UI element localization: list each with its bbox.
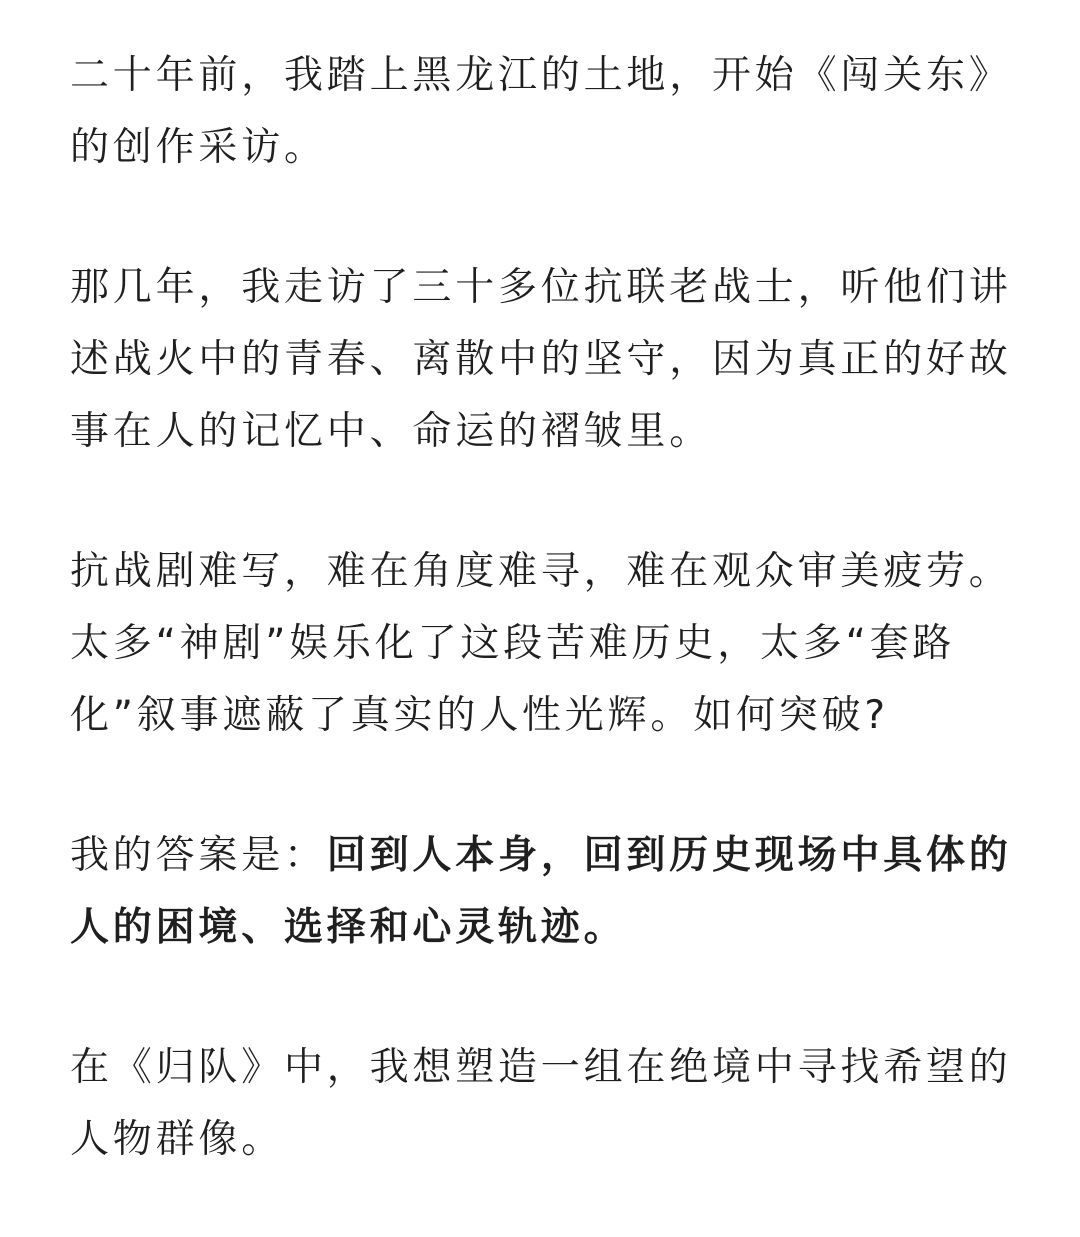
paragraph: [70, 252, 1010, 468]
emphasized-text: 人的困境、选择和心灵轨迹。: [70, 905, 627, 950]
text-line: [70, 820, 1010, 892]
text-span: 事在人的记忆中、命运的褶皱里。: [70, 409, 713, 454]
text-span: 述战火中的青春、离散中的坚守，因为真正的好故: [70, 337, 1012, 382]
paragraph: [70, 1032, 1010, 1176]
text-line: [70, 1032, 1010, 1104]
text-span: 太多“神剧”娱乐化了这段苦难历史，太多“套路: [70, 621, 956, 666]
text-line: [70, 252, 1010, 324]
text-line: [70, 892, 1010, 964]
text-span: 人物群像。: [70, 1117, 285, 1162]
text-span: 二十年前，我踏上黑龙江的土地，开始《闯关东》: [70, 53, 1012, 98]
text-span: 化”叙事遮蔽了真实的人性光辉。如何突破?: [70, 693, 889, 738]
paragraph: [70, 536, 1010, 752]
paragraph: [70, 820, 1010, 964]
emphasized-text: 回到人本身，回到历史现场中具体的: [326, 833, 1012, 878]
text-span: 的创作采访。: [70, 125, 327, 170]
text-line: [70, 396, 1010, 468]
text-span: 在《归队》中，我想塑造一组在绝境中寻找希望的: [70, 1045, 1012, 1090]
paragraph: [70, 40, 1010, 184]
text-span: 那几年，我走访了三十多位抗联老战士，听他们讲: [70, 265, 1012, 310]
text-line: [70, 608, 1010, 680]
text-line: [70, 40, 1010, 112]
text-span: 我的答案是：: [70, 833, 327, 878]
text-line: [70, 324, 1010, 396]
text-line: [70, 1104, 1010, 1176]
text-line: [70, 680, 1010, 752]
text-line: [70, 112, 1010, 184]
text-span: 抗战剧难写，难在角度难寻，难在观众审美疲劳。: [70, 549, 1012, 594]
text-line: [70, 536, 1010, 608]
